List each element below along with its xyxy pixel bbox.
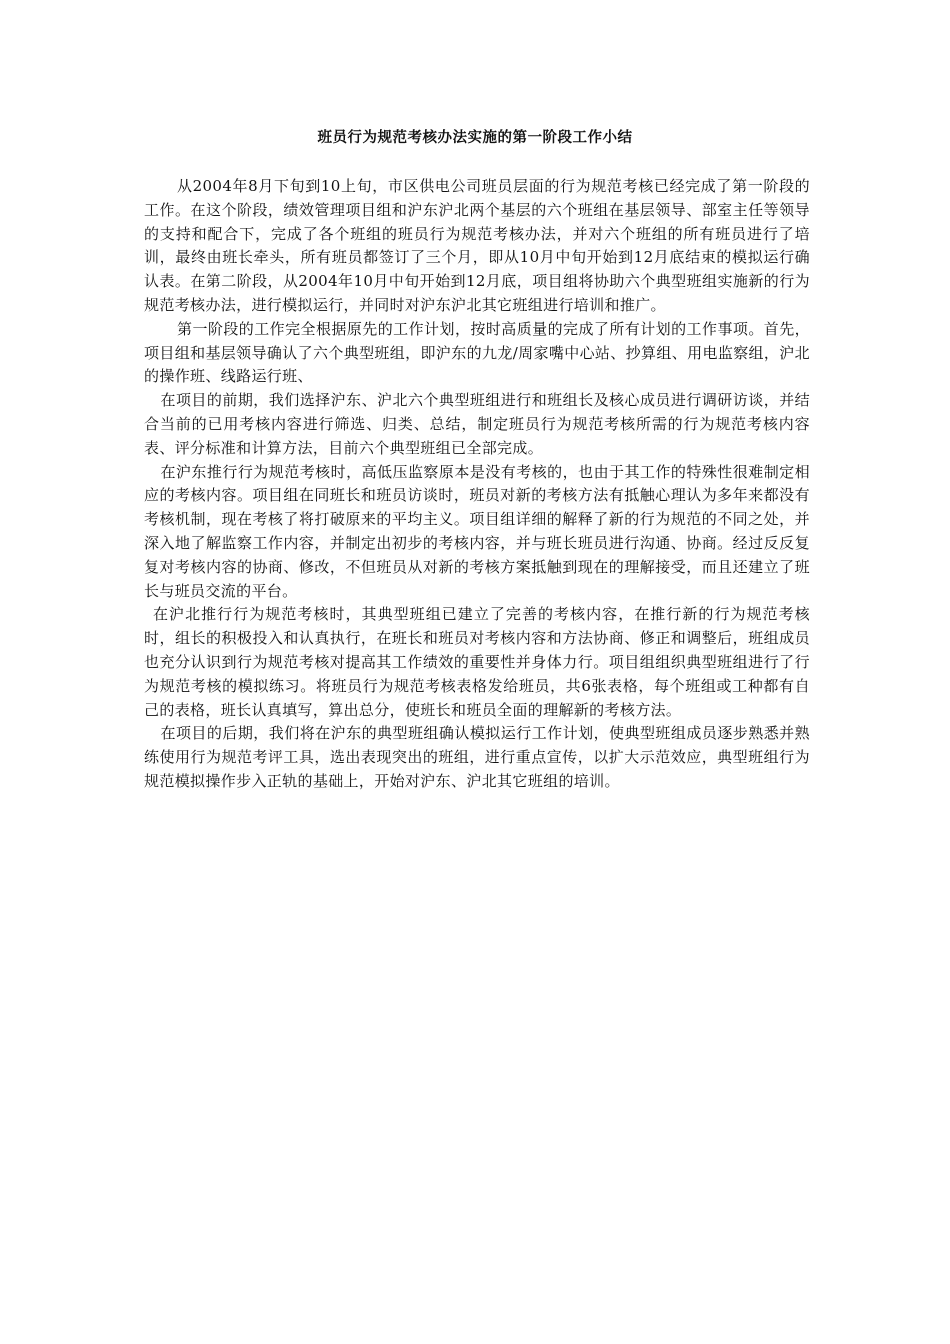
paragraph-intro: 从2004年8月下旬到10上旬，市区供电公司班员层面的行为规范考核已经完成了第一阶段的工作。在这个阶段，绩效管理项目组和沪东沪北两个基层的六个班组在基层领导、部室主任等领导的支持和配合下，完成了各个班组的班员行为规范考核办法，并对六个班组的所有班员进行了培训，最终由班长牵头，所有班员都签订了三个月，即从10月中旬开始到12月底结束的模拟运行确认表。在第二阶段，从2004年10月中旬开始到12月底，项目组将协助六个典型班组实施新的行为规范考核办法，进行模拟运行，并同时对沪东沪北其它班组进行培训和推广。 xyxy=(144,177,810,314)
document-title: 班员行为规范考核办法实施的第一阶段工作小结 xyxy=(317,130,633,146)
paragraph-hubei: 在沪北推行行为规范考核时，其典型班组已建立了完善的考核内容，在推行新的行为规范考核时，组长的积极投入和认真执行，在班长和班员对考核内容和方法协商、修正和调整后，班组成员也充分认识到行为规范考核对提高其工作绩效的重要性并身体力行。项目组组织典型班组进行了行为规范考核的模拟练习。将班员行为规范考核表格发给班员，共6张表格，每个班组或工种都有自己的表格，班长认真填写，算出总分，使班长和班员全面的理解新的考核方法。 xyxy=(144,605,810,719)
paragraph-late-stage: 在项目的后期，我们将在沪东的典型班组确认模拟运行工作计划，使典型班组成员逐步熟悉并熟练使用行为规范考评工具，选出表现突出的班组，进行重点宣传，以扩大示范效应，典型班组行为规范模拟操作步入正轨的基础上，开始对沪东、沪北其它班组的培训。 xyxy=(144,724,810,790)
document-body xyxy=(144,175,810,794)
paragraph-hudong: 在沪东推行行为规范考核时，高低压监察原本是没有考核的，也由于其工作的特殊性很难制定相应的考核内容。项目组在同班长和班员访谈时，班员对新的考核方法有抵触心理认为多年来都没有考核机制，现在考核了将打破原来的平均主义。项目组详细的解释了新的行为规范的不同之处，并深入地了解监察工作内容，并制定出初步的考核内容，并与班长班员进行沟通、协商。经过反反复复对考核内容的协商、修改，不但班员从对新的考核方案抵触到现在的理解接受，而且还建立了班长与班员交流的平台。 xyxy=(144,462,810,600)
paragraph-phase-one: 第一阶段的工作完全根据原先的工作计划，按时高质量的完成了所有计划的工作事项。首先，项目组和基层领导确认了六个典型班组，即沪东的九龙/周家嘴中心站、抄算组、用电监察组，沪北的操作班、线路运行班、 xyxy=(144,319,810,386)
paragraph-early-stage: 在项目的前期，我们选择沪东、沪北六个典型班组进行和班组长及核心成员进行调研访谈，并结合当前的已用考核内容进行筛选、归类、总结，制定班员行为规范考核所需的行为规范考核内容表、评分标准和计算方法，目前六个典型班组已全部完成。 xyxy=(144,391,810,457)
